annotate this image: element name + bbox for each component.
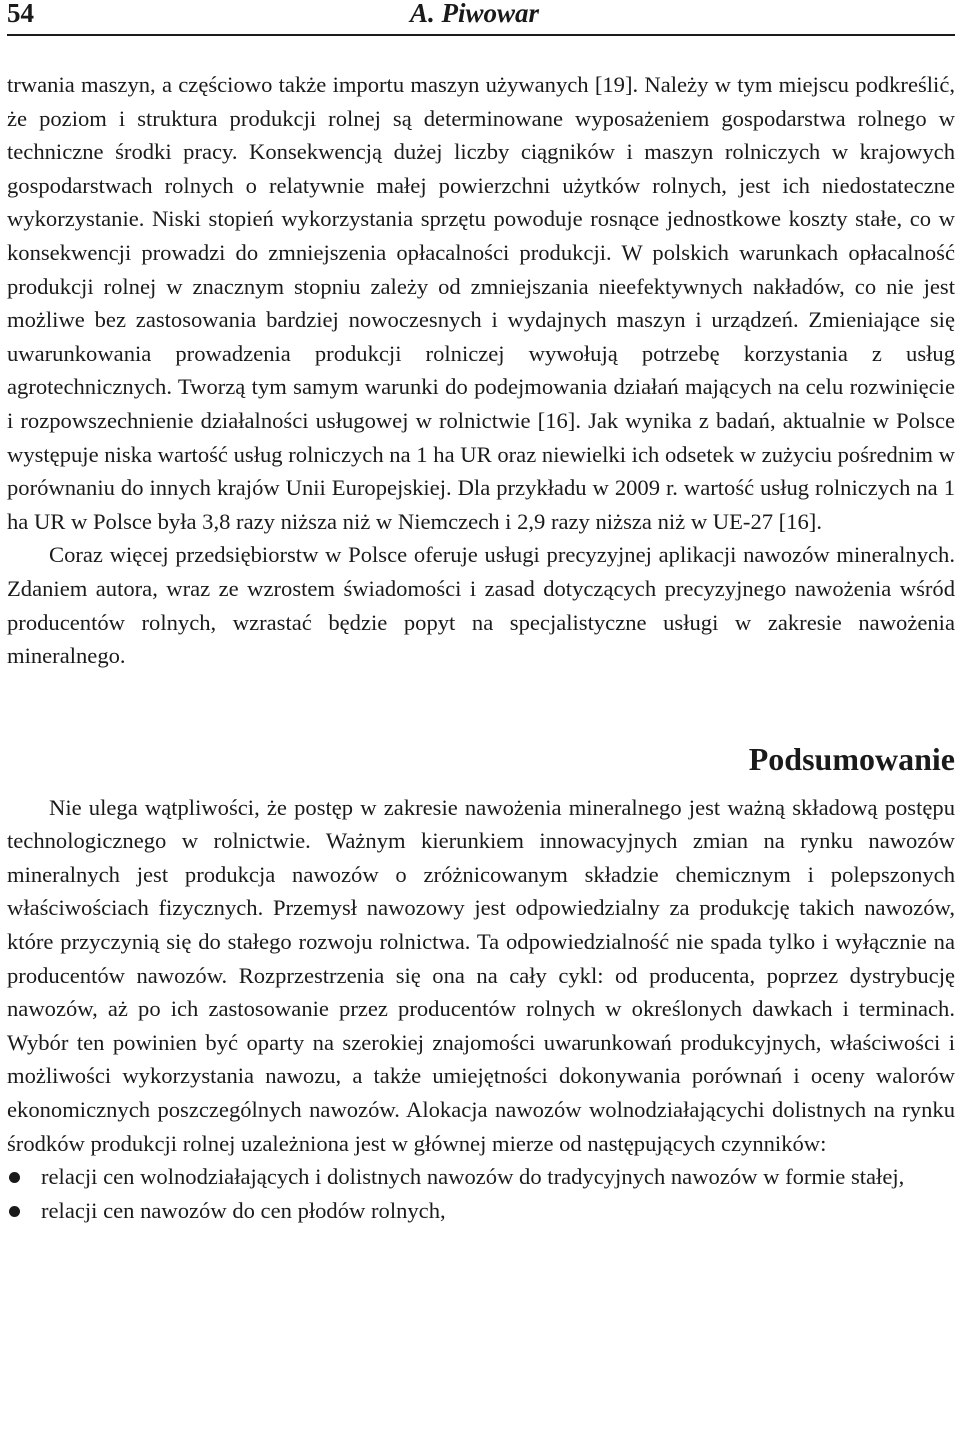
running-head-author: A. Piwowar xyxy=(410,0,540,28)
section-body xyxy=(7,791,955,1228)
list-item-text: relacji cen nawozów do cen płodów rolnych, xyxy=(41,1197,446,1223)
body-text xyxy=(7,68,955,673)
list-item xyxy=(7,1160,955,1194)
bullet-icon xyxy=(9,1172,20,1183)
section-heading: Podsumowanie xyxy=(748,740,955,777)
paragraph-precision-services: Coraz więcej przedsiębiorstw w Polsce oferuje usługi precyzyjnej aplikacji nawozów mineralnych. Zdaniem autora, wraz ze wzrostem świadomości i zasad dotyczących precyzyjnego nawożenia wśród producentów rolnych, wzrastać będzie popyt na specjalistyczne usługi w zakresie nawożenia mineralnego. xyxy=(7,542,955,669)
bullet-icon xyxy=(9,1206,20,1217)
page-number: 54 xyxy=(7,0,34,28)
list-item xyxy=(7,1194,955,1228)
bullet-list xyxy=(7,1160,955,1227)
list-item-text: relacji cen wolnodziałających i dolistnych nawozów do tradycyjnych nawozów w formie stałej, xyxy=(41,1164,905,1190)
running-head xyxy=(7,0,955,36)
paragraph-summary: Nie ulega wątpliwości, że postęp w zakresie nawożenia mineralnego jest ważną składową postępu technologicznego w rolnictwie. Ważnym kierunkiem innowacyjnych zmian na rynku nawozów mineralnych jest produkcja nawozów o zróżnicowanym składzie chemicznym i polepszonych właściwościach fizycznych. Przemysł nawozowy jest odpowiedzialny za produkcję takich nawozów, które przyczynią się do stałego rozwoju rolnictwa. Ta odpowiedzialność nie spada tylko i wyłącznie na producentów nawozów. Rozprzestrzenia się ona na cały cykl: od producenta, poprzez dystrybucję nawozów, aż po ich zastosowanie przez producentów rolnych w określonych dawkach i terminach. Wybór ten powinien być oparty na szerokiej znajomości uwarunkowań produkcyjnych, właściwości i możliwości wykorzystania nawozu, a także umiejętności dokonywania porównań i oceny walorów ekonomicznych poszczególnych nawozów. Alokacja nawozów wolnodziałającychi dolistnych na rynku środków produkcji rolnej uzależniona jest w głównej mierze od następujących czynników: xyxy=(7,794,955,1156)
paragraph-continued: trwania maszyn, a częściowo także importu maszyn używanych [19]. Należy w tym miejscu podkreślić, że poziom i struktura produkcji rolnej są determinowane wyposażeniem gospodarstwa rolnego w techniczne środki pracy. Konsekwencją dużej liczby ciągników i maszyn rolniczych w krajowych gospodarstwach rolnych o relatywnie małej powierzchni użytków rolnych, jest ich niedostateczne wykorzystanie. Niski stopień wykorzystania sprzętu powoduje rosnące jednostkowe koszty stałe, co w konsekwencji prowadzi do zmniejszenia opłacalności produkcji. W polskich warunkach opłacalność produkcji rolnej w znacznym stopniu zależy od zmniejszania nieefektywnych nakładów, co nie jest możliwe bez zastosowania bardziej nowoczesnych i wydajnych maszyn i urządzeń. Zmieniające się uwarunkowania prowadzenia produkcji rolniczej wywołują potrzebę korzystania z usług agrotechnicznych. Tworzą tym samym warunki do podejmowania działań mających na celu rozwinięcie i rozpowszechnienie działalności usługowej w rolnictwie [16]. Jak wynika z badań, aktualnie w Polsce występuje niska wartość usług rolniczych na 1 ha UR oraz niewielki ich odsetek w zużyciu pośrednim w porównaniu do innych krajów Unii Europejskiej. Dla przykładu w 2009 r. wartość usług rolniczych na 1 ha UR w Polsce była 3,8 razy niższa niż w Niemczech i 2,9 razy niższa niż w UE-27 [16]. xyxy=(7,72,955,534)
document-page xyxy=(7,0,955,1227)
